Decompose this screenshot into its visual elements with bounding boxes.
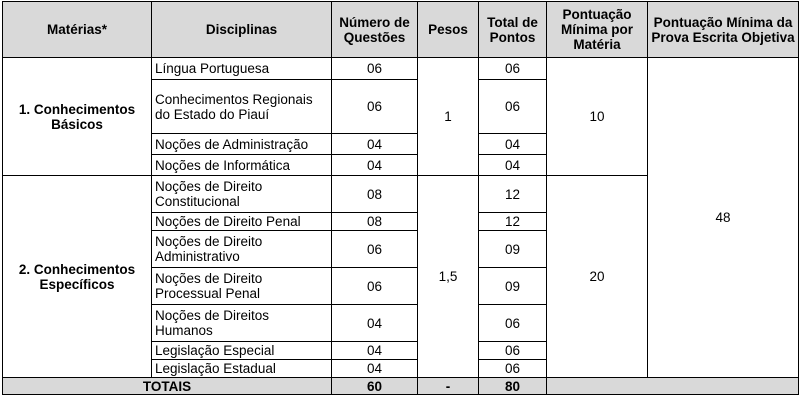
pontos-cell: 06 bbox=[479, 360, 547, 378]
pontos-cell: 04 bbox=[479, 134, 547, 155]
header-row bbox=[3, 2, 799, 58]
disciplina-cell: Noções de Direitos Humanos bbox=[152, 305, 332, 342]
pontos-cell: 09 bbox=[479, 268, 547, 305]
pontos-cell: 06 bbox=[479, 80, 547, 134]
disciplina-cell: Língua Portuguesa bbox=[152, 58, 332, 80]
materia-cell: 2. Conhecimentos Específicos bbox=[3, 176, 152, 378]
disciplina-cell: Noções de Informática bbox=[152, 155, 332, 176]
disciplina-cell: Legislação Estadual bbox=[152, 360, 332, 378]
disciplina-cell: Conhecimentos Regionais do Estado do Piauí bbox=[152, 80, 332, 134]
questoes-cell: 06 bbox=[332, 80, 418, 134]
pontos-cell: 06 bbox=[479, 342, 547, 360]
header-minima-materia: Pontuação Mínima por Matéria bbox=[547, 2, 648, 58]
totals-blank bbox=[547, 378, 799, 395]
header-minima-prova: Pontuação Mínima da Prova Escrita Objetiva bbox=[648, 2, 799, 58]
disciplina-cell: Noções de Administração bbox=[152, 134, 332, 155]
questoes-cell: 08 bbox=[332, 176, 418, 213]
header-total-pontos: Total de Pontos bbox=[479, 2, 547, 58]
questoes-cell: 06 bbox=[332, 231, 418, 268]
totals-pesos: - bbox=[418, 378, 479, 395]
pontos-cell: 04 bbox=[479, 155, 547, 176]
questoes-cell: 06 bbox=[332, 268, 418, 305]
header-pesos: Pesos bbox=[418, 2, 479, 58]
materia-cell: 1. Conhecimentos Básicos bbox=[3, 58, 152, 176]
minimo-materia-cell: 20 bbox=[547, 176, 648, 378]
peso-cell: 1 bbox=[418, 58, 479, 176]
questoes-cell: 04 bbox=[332, 134, 418, 155]
minimo-prova-cell: 48 bbox=[648, 58, 799, 378]
pontos-cell: 12 bbox=[479, 176, 547, 213]
totals-row bbox=[3, 378, 799, 395]
questoes-cell: 04 bbox=[332, 305, 418, 342]
header-numero-questoes: Número de Questões bbox=[332, 2, 418, 58]
questoes-cell: 04 bbox=[332, 360, 418, 378]
peso-cell: 1,5 bbox=[418, 176, 479, 378]
totals-pontos: 80 bbox=[479, 378, 547, 395]
questoes-cell: 06 bbox=[332, 58, 418, 80]
disciplina-cell: Noções de Direito Processual Penal bbox=[152, 268, 332, 305]
disciplina-cell: Noções de Direito Penal bbox=[152, 213, 332, 231]
pontos-cell: 06 bbox=[479, 305, 547, 342]
table-row bbox=[3, 58, 799, 80]
questoes-cell: 04 bbox=[332, 342, 418, 360]
questoes-cell: 04 bbox=[332, 155, 418, 176]
pontos-cell: 09 bbox=[479, 231, 547, 268]
totals-label: TOTAIS bbox=[3, 378, 332, 395]
header-materias: Matérias* bbox=[3, 2, 152, 58]
pontos-cell: 12 bbox=[479, 213, 547, 231]
disciplina-cell: Noções de Direito Administrativo bbox=[152, 231, 332, 268]
questoes-cell: 08 bbox=[332, 213, 418, 231]
exam-score-table bbox=[2, 1, 799, 395]
pontos-cell: 06 bbox=[479, 58, 547, 80]
totals-questoes: 60 bbox=[332, 378, 418, 395]
minimo-materia-cell: 10 bbox=[547, 58, 648, 176]
disciplina-cell: Noções de Direito Constitucional bbox=[152, 176, 332, 213]
disciplina-cell: Legislação Especial bbox=[152, 342, 332, 360]
header-disciplinas: Disciplinas bbox=[152, 2, 332, 58]
